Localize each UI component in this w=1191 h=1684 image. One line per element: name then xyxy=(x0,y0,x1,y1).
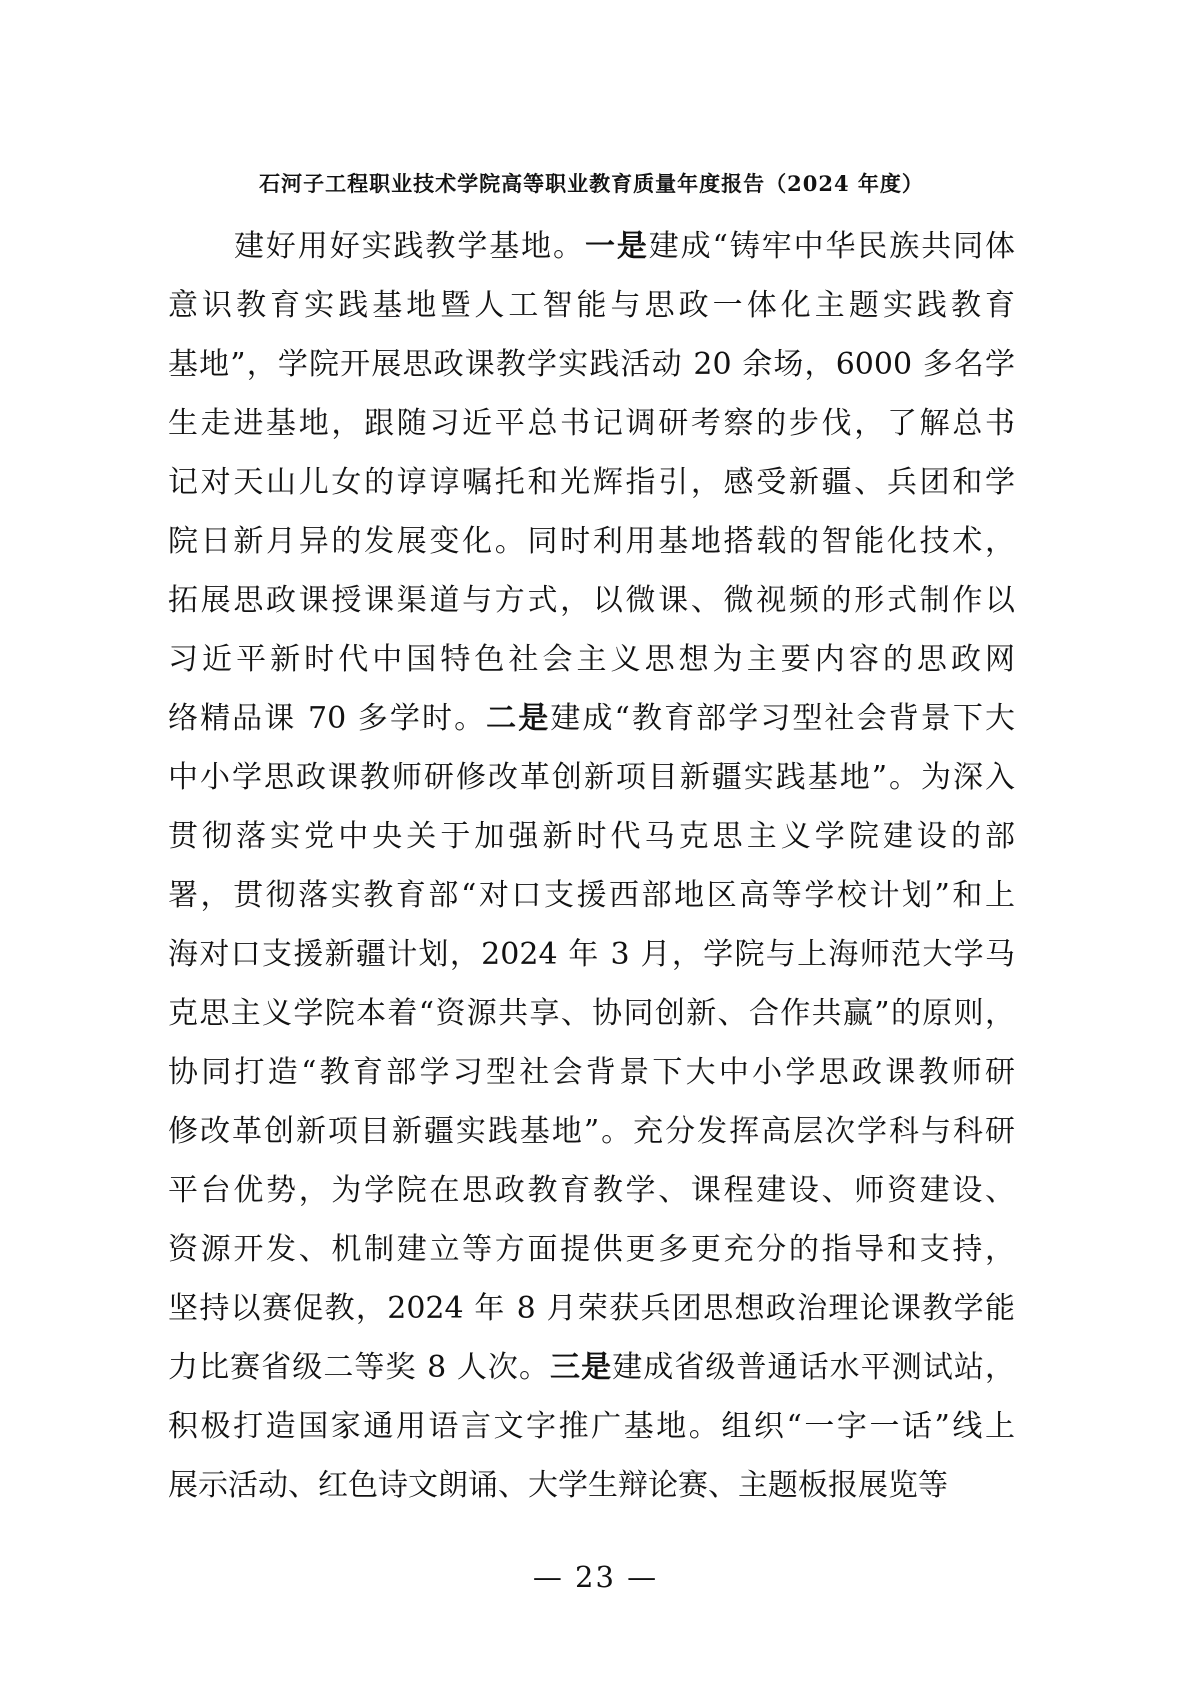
body-text: 坚持以赛促教，2024 年 8 月荣获兵团思想政治理论课教学能 xyxy=(168,1291,1015,1326)
text-line xyxy=(168,217,1015,276)
text-line xyxy=(168,1279,1015,1338)
page-header xyxy=(168,168,1015,198)
text-line xyxy=(168,1338,1015,1397)
text-line xyxy=(168,1456,1015,1515)
body-text: 署，贯彻落实教育部“对口支援西部地区高等学校计划”和上 xyxy=(168,878,1015,913)
body-text: 力比赛省级二等奖 8 人次。 xyxy=(168,1350,551,1385)
text-line xyxy=(168,453,1015,512)
emphasis-text: 一是 xyxy=(584,229,649,264)
emphasis-text: 三是 xyxy=(550,1350,613,1385)
text-line xyxy=(168,1220,1015,1279)
text-line xyxy=(168,630,1015,689)
body-text: 拓展思政课授课渠道与方式，以微课、微视频的形式制作以 xyxy=(168,583,1015,618)
body-text: 中小学思政课教师研修改革创新项目新疆实践基地”。为深入 xyxy=(168,760,1015,795)
body-text: 积极打造国家通用语言文字推广基地。组织“一字一话”线上 xyxy=(168,1409,1015,1444)
text-line xyxy=(168,689,1015,748)
document-body xyxy=(168,217,1015,1515)
body-text: 修改革创新项目新疆实践基地”。充分发挥高层次学科与科研 xyxy=(168,1114,1015,1149)
body-text: 基地”，学院开展思政课教学实践活动 20 余场，6000 多名学 xyxy=(168,347,1015,382)
body-text: 克思主义学院本着“资源共享、协同创新、合作共赢”的原则， xyxy=(168,996,1015,1031)
body-text: 建成“教育部学习型社会背景下大 xyxy=(550,701,1015,736)
text-line xyxy=(168,925,1015,984)
body-text: 记对天山儿女的谆谆嘱托和光辉指引，感受新疆、兵团和学 xyxy=(168,465,1015,500)
body-text: 协同打造“教育部学习型社会背景下大中小学思政课教师研 xyxy=(168,1055,1015,1090)
text-line xyxy=(168,984,1015,1043)
text-line xyxy=(168,1102,1015,1161)
body-text: 络精品课 70 多学时。 xyxy=(168,701,487,736)
text-line xyxy=(168,1043,1015,1102)
page-number: — 23 — xyxy=(532,1560,659,1594)
text-line xyxy=(168,571,1015,630)
body-text: 展示活动、红色诗文朗诵、大学生辩论赛、主题板报展览等 xyxy=(168,1468,948,1503)
page-footer xyxy=(0,1560,1191,1594)
text-line xyxy=(168,866,1015,925)
text-line xyxy=(168,807,1015,866)
body-text: 习近平新时代中国特色社会主义思想为主要内容的思政网 xyxy=(168,642,1015,677)
text-line xyxy=(168,512,1015,571)
body-text: 资源开发、机制建立等方面提供更多更充分的指导和支持， xyxy=(168,1232,1015,1267)
emphasis-text: 二是 xyxy=(486,701,551,736)
text-line xyxy=(168,335,1015,394)
body-text: 建好用好实践教学基地。 xyxy=(234,229,585,264)
body-text: 平台优势，为学院在思政教育教学、课程建设、师资建设、 xyxy=(168,1173,1015,1208)
page-header-title: 石河子工程职业技术学院高等职业教育质量年度报告（2024 年度） xyxy=(259,171,924,196)
body-text: 海对口支援新疆计划，2024 年 3 月，学院与上海师范大学马 xyxy=(168,937,1015,972)
body-text: 生走进基地，跟随习近平总书记调研考察的步伐，了解总书 xyxy=(168,406,1015,441)
body-text: 意识教育实践基地暨人工智能与思政一体化主题实践教育 xyxy=(168,288,1015,323)
body-text: 贯彻落实党中央关于加强新时代马克思主义学院建设的部 xyxy=(168,819,1015,854)
body-text: 建成省级普通话水平测试站， xyxy=(612,1350,1015,1385)
text-line xyxy=(168,1397,1015,1456)
text-line xyxy=(168,748,1015,807)
text-line xyxy=(168,1161,1015,1220)
text-line xyxy=(168,394,1015,453)
body-text: 建成“铸牢中华民族共同体 xyxy=(648,229,1015,264)
text-line xyxy=(168,276,1015,335)
body-text: 院日新月异的发展变化。同时利用基地搭载的智能化技术， xyxy=(168,524,1015,559)
